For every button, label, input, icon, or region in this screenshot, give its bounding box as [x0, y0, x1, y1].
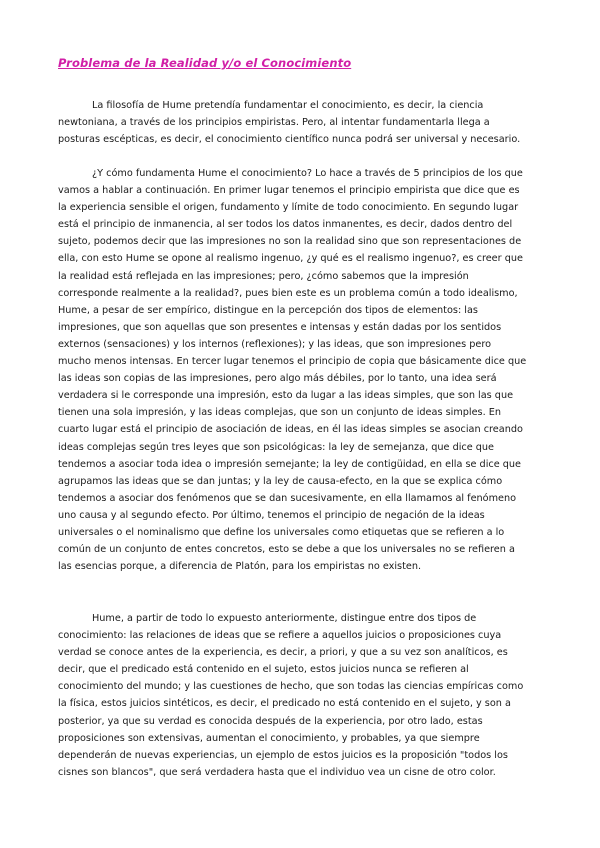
text-line: la física, estos juicios sintéticos, es decir, el predicado no está contenido en el sujeto, y son a: [58, 698, 511, 710]
text-line: proposiciones son extensivas, aumentan el conocimiento, y probables, ya que siempre: [58, 732, 480, 744]
text-line: verdad se conoce antes de la experiencia, es decir, a priori, y que a su vez son analíticos, es: [58, 647, 508, 659]
text-line: ella, con esto Hume se opone al realismo ingenuo, ¿y qué es el realismo ingenuo?, es creer que: [58, 253, 523, 265]
text-line: cuarto lugar está el principio de asociación de ideas, en él las ideas simples se asocian creando: [58, 424, 523, 436]
text-line: dependerán de nuevas experiencias, un ejemplo de estos juicios es la proposición "todos los: [58, 749, 508, 761]
text-line: está el principio de inmanencia, al ser todos los datos inmanentes, es decir, dados dentro del: [58, 219, 513, 231]
text-line: vamos a hablar a continuación. En primer lugar tenemos el principio empirista que dice que es: [58, 185, 520, 197]
text-line: común de un conjunto de entes concretos, esto se debe a que los universales no se refieren a: [58, 544, 515, 556]
text-line: tendemos a asociar dos fenómenos que se dan sucesivamente, en ella llamamos al fenómeno: [58, 492, 517, 504]
text-line: newtoniana, a través de los principios empiristas. Pero, al intentar fundamentarla llega a: [58, 117, 490, 129]
text-line: verdadera si le corresponde una impresión, esto da lugar a las ideas simples, que son las que: [58, 390, 514, 402]
text-line: la realidad está reflejada en las impresiones; pero, ¿cómo sabemos que la impresión: [58, 270, 469, 282]
text-line: universales o el nominalismo que define los universales como etiquetas que se refieren a lo: [58, 526, 505, 538]
paragraph-knowledge-types: [58, 610, 548, 781]
text-line: agrupamos las ideas que se dan juntas; y la ley de causa-efecto, en la que se explica cómo: [58, 475, 503, 487]
text-line: tienen una sola impresión, y las ideas complejas, que son un conjunto de ideas simples. En: [58, 407, 502, 419]
page-title: Problema de la Realidad y/o el Conocimiento: [58, 56, 352, 70]
text-line: Hume, a partir de todo lo expuesto anteriormente, distingue entre dos tipos de: [92, 613, 477, 624]
text-line: Hume, a pesar de ser empírico, distingue en la percepción dos tipos de elementos: las: [58, 304, 478, 316]
text-line: las esencias porque, a diferencia de Platón, para los empiristas no existen.: [58, 561, 422, 573]
text-line: ideas complejas según tres leyes que son psicológicas: la ley de semejanza, que dice que: [58, 441, 495, 453]
text-line: la experiencia sensible el origen, fundamento y límite de todo conocimiento. En segundo lugar: [58, 202, 519, 214]
text-line: decir, que el predicado está contenido en el sujeto, estos juicios nunca se refieren al: [58, 664, 469, 676]
text-line: las ideas son copias de las impresiones, pero algo más débiles, por lo tanto, una idea será: [58, 373, 497, 385]
text-line: La filosofía de Hume pretendía fundamentar el conocimiento, es decir, la ciencia: [92, 100, 484, 111]
text-line: cisnes son blancos", que será verdadera hasta que el individuo vea un cisne de otro color.: [58, 766, 496, 778]
text-line: corresponde realmente a la realidad?, pues bien este es un problema común a todo idealismo,: [58, 287, 518, 299]
text-line: posturas escépticas, es decir, el conocimiento científico nunca podrá ser universal y necesario.: [58, 134, 521, 146]
text-line: externos (sensaciones) y los internos (reflexiones); y las ideas, que son impresiones pero: [58, 338, 492, 350]
text-line: conocimiento: las relaciones de ideas que se refiere a aquellos juicios o proposiciones cuya: [58, 630, 502, 642]
paragraph-intro: [58, 97, 548, 148]
paragraph-principles: [58, 165, 548, 575]
text-line: tendemos a asociar toda idea o impresión semejante; la ley de contigüidad, en ella se dice que: [58, 458, 522, 470]
text-line: posterior, ya que su verdad es conocida después de la experiencia, por otro lado, estas: [58, 715, 483, 727]
text-line: impresiones, que son aquellas que son presentes e intensas y están dadas por los sentidos: [58, 321, 502, 333]
text-line: conocimiento del mundo; y las cuestiones de hecho, que son todas las ciencias empíricas como: [58, 681, 524, 693]
text-line: uno causa y al segundo efecto. Por último, tenemos el principio de negación de la ideas: [58, 509, 485, 521]
text-line: ¿Y cómo fundamenta Hume el conocimiento? Lo hace a través de 5 principios de los que: [92, 168, 523, 179]
text-line: mucho menos intensas. En tercer lugar tenemos el principio de copia que básicamente dice que: [58, 356, 527, 368]
text-line: sujeto, podemos decir que las impresiones no son la realidad sino que son representaciones de: [58, 236, 522, 248]
